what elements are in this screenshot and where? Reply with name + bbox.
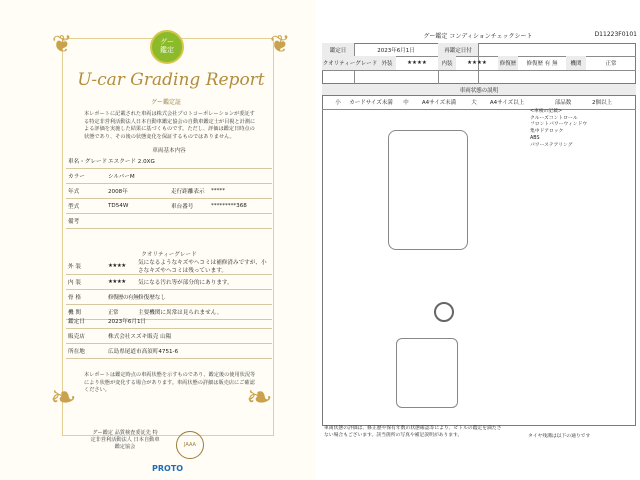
grade-label: クオリティーグレード — [322, 56, 378, 70]
size-over-a4: A4サイズ以上 — [489, 100, 525, 106]
size-medium: 中 — [403, 100, 409, 106]
steering-wheel-icon — [434, 302, 454, 322]
vehicle-row: カラー シルバーM — [66, 169, 272, 184]
vehicle-top-diagram — [388, 130, 468, 250]
tire-check-note: タイヤ残溝は以下の通りです — [528, 434, 591, 439]
quality-grade — [66, 250, 272, 320]
equipment-legend: <車検の記載> クルーズコントロール フロントパワーウィンドウ 集中ドアロック ABS パワーステアリング — [530, 109, 588, 148]
report-subtitle: グー鑑定証 — [150, 99, 181, 106]
exterior-label: 外装 — [378, 56, 396, 70]
size-large: 大 — [471, 100, 477, 106]
date-value: 2023年6月1日 — [377, 47, 415, 54]
parts-value: 2個以上 — [592, 100, 612, 106]
re-exam-label: 再鑑定日付 — [438, 43, 478, 56]
closing-text: 本レポートは鑑定時点の車両状態を示すものであり、鑑定後の使用状況等により状態が変化する場合があります。車両状態の詳細は販売店にご確認ください。 — [84, 372, 256, 394]
quality-row: 骨 格 修復歴の有無 修復歴なし — [66, 290, 272, 305]
condition-note: 車両状態の評価は、修正歴や保有年数の状態確認等により、ビトルの鑑定を満たさない場合もございます。該当箇所の写真や補足説明があります。 — [324, 426, 502, 438]
size-a4: A4サイズ未満 — [421, 100, 457, 106]
sheet-title: グー鑑定 コンディションチェックシート — [423, 33, 533, 40]
interior-label: 内装 — [438, 56, 456, 70]
date-label: 鑑定日 — [322, 43, 354, 56]
gu-badge: グー 鑑定 — [150, 30, 184, 64]
vehicle-section-title: 車両基本内容 — [152, 148, 186, 154]
grading-report — [0, 0, 316, 480]
intro-text: 本レポートに記載された車両は株式会社プロトコーポレーションが委託する特定非営利活動法人日本自動車鑑定協会の自動車鑑定士が目視と計測による評価を実施した結果に基づくものです。ただし、評価は鑑定日時点の状態であり、その後の状態変化を保証するものではありません。 — [84, 111, 256, 140]
authority-text: グー鑑定 品質検査委託先 特定非営利活動法人 日本自動車鑑定協会 — [90, 430, 160, 450]
proto-logo: PROTO — [152, 464, 184, 473]
dealer-info: 鑑定日 2023年6月1日 販売店 株式会社スズキ販売 山陽 所在地 広島県尾道市高須町4751-6 — [66, 314, 272, 359]
condition-check-sheet — [318, 0, 640, 480]
flourish-icon: ❧ — [246, 378, 273, 416]
status-title: 車両状態の説明 — [322, 84, 636, 95]
flourish-icon: ❧ — [50, 378, 77, 416]
parts-label: 部品数 — [554, 100, 572, 106]
vehicle-row: 車名・グレード エスクード 2.0XG — [66, 154, 272, 169]
size-small: 小 — [335, 100, 341, 106]
vehicle-info — [66, 146, 272, 229]
size-card: カードサイズ未満 — [349, 100, 393, 106]
jaaa-logo: JAAA — [176, 431, 204, 459]
quality-row: 機 関 正常 主要機関に異常は見られません。 — [66, 305, 272, 320]
engine-value: 正常 — [605, 61, 617, 67]
vehicle-row: 年式 2008年 走行距離表示 ***** — [66, 184, 272, 199]
quality-row: 外 装 ★★★★ 気になるようなキズやヘコミは補修済みですが、小さなキズやヘコミは残っています。 — [66, 258, 272, 275]
repair-label: 修復歴 — [498, 56, 518, 70]
interior-value: ★★★★ — [467, 60, 487, 66]
engine-label: 機関 — [566, 56, 586, 70]
repair-value: 修復歴 有 無 — [526, 61, 558, 67]
document-number: D11223F0101 — [594, 31, 637, 38]
vehicle-interior-diagram — [396, 338, 458, 408]
quality-row: 内 装 ★★★★ 気になる汚れ等が部分的にあります。 — [66, 275, 272, 290]
flourish-icon: ❦ — [52, 30, 73, 58]
exterior-value: ★★★★ — [407, 60, 427, 66]
vehicle-row: 型式 TD54W 車台番号 *********368 — [66, 199, 272, 214]
vehicle-row: 備考 — [66, 214, 272, 229]
quality-title: クオリティーグレード — [141, 252, 197, 258]
report-title: U-car Grading Report — [77, 70, 265, 90]
flourish-icon: ❦ — [270, 30, 291, 58]
